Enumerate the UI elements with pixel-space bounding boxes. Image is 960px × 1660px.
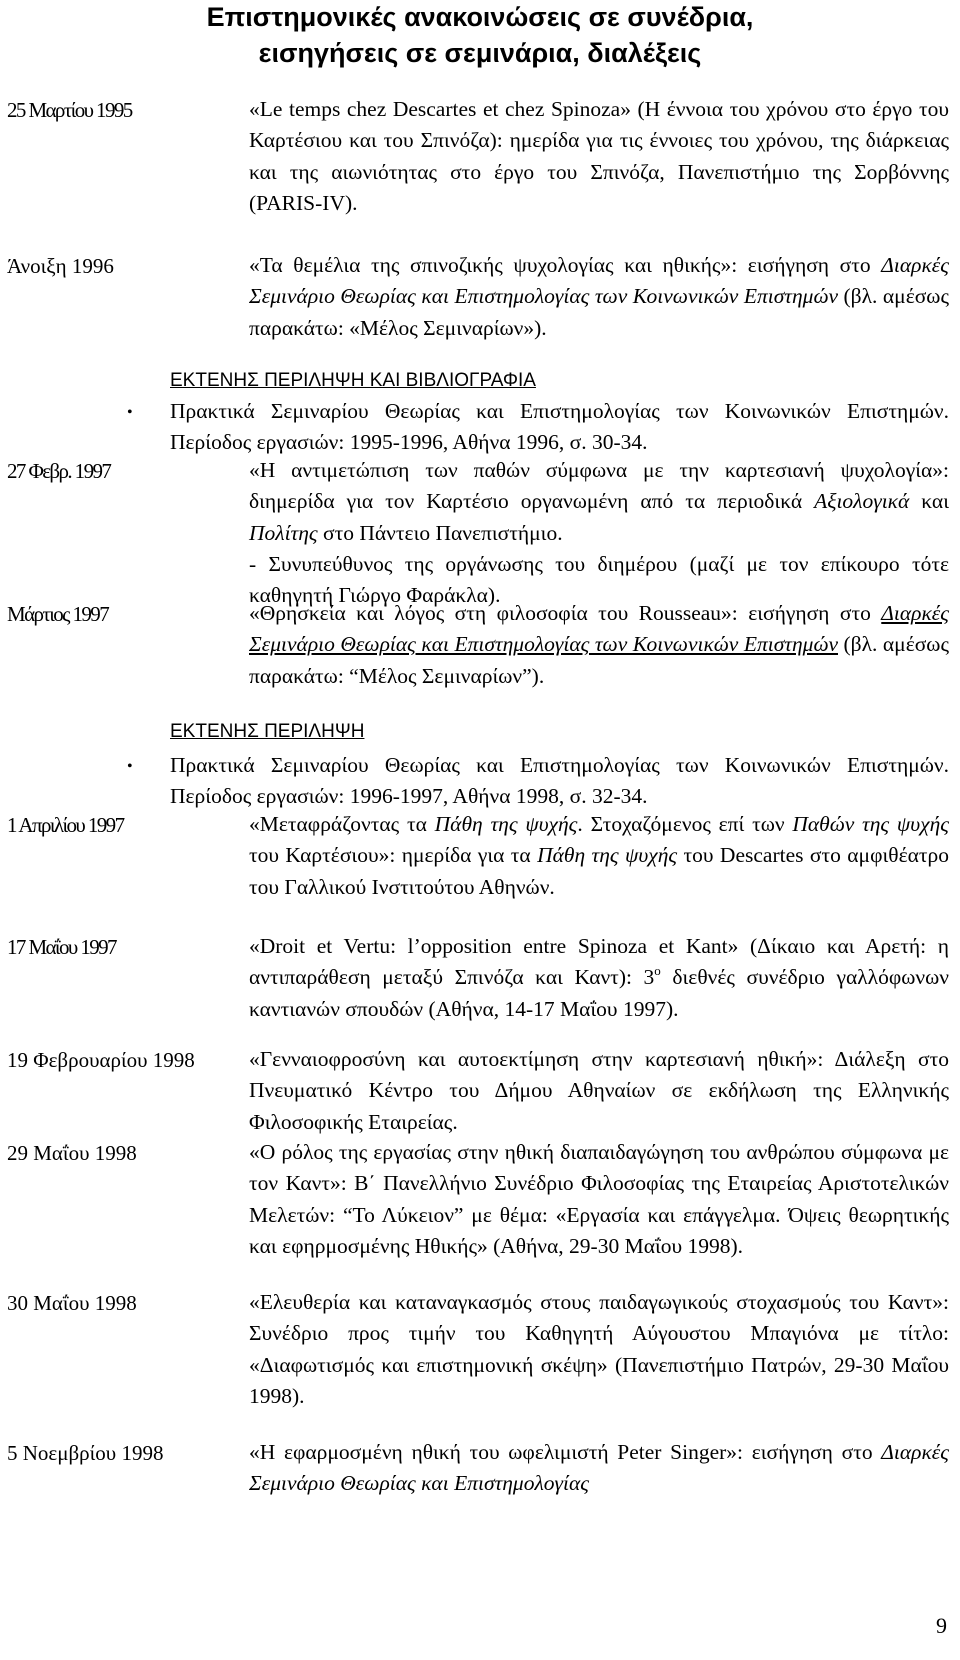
entry-date: 1 Απριλίου 1997	[7, 813, 124, 837]
entry-date: 17 Μαΐου 1997	[7, 935, 116, 959]
bullet-icon: •	[127, 404, 133, 421]
entry-text: «Ελευθερία και καταναγκασμός στους παιδαγωγικούς στοχασμούς του Καντ»: Συνέδριο προς τιμήν του Καθηγητή Αύγουστου Μπαγιόνα με τίτλο: «Διαφωτισμός και επιστημονική σκέψη» (Πανεπιστήμιο Πατρών, 29-30 Μαΐου 1998).	[249, 1290, 949, 1408]
entry-text: «Η αντιμετώπιση των παθών σύμφωνα με την καρτεσιανή ψυχολογία»: διημερίδα για τον Καρτέσιο οργανωμένη από τα περιοδικά Αξιολογικά και Πολίτης στο Πάντειο Πανεπιστήμιο. - Συνυπεύθυνος της οργάνωσης του διημέρου (μαζί με τον επίκουρο τότε καθηγητή Γιώργο Φαράκλα).	[249, 458, 949, 608]
entry-text: «Le temps chez Descartes et chez Spinoza» (Η έννοια του χρόνου στο έργο του Καρτέσιου και του Σπινόζα): ημερίδα για τις έννοιες του χρόνου, της διάρκειας και της αιωνιότητας στο έργο του Σπινόζα, Πανεπιστήμιο της Σορβόννης (PARIS-IV).	[249, 97, 949, 215]
entry-text: «Γενναιοφροσύνη και αυτοεκτίμηση στην καρτεσιανή ηθική»: Διάλεξη στο Πνευματικό Κέντρο του Δήμου Αθηναίων σε εκδήλωση της Ελληνικής Φιλοσοφικής Εταιρείας.	[249, 1047, 949, 1134]
entry-date: Άνοιξη 1996	[7, 254, 114, 278]
summary-heading: ΕΚΤΕΝΗΣ ΠΕΡΙΛΗΨΗ ΚΑΙ ΒΙΒΛΙΟΓΡΑΦΙΑ	[170, 370, 536, 391]
entry-text: «Θρησκεία και λόγος στη φιλοσοφία του Rousseau»: εισήγηση στο Διαρκές Σεμινάριο Θεωρίας και Επιστημολογίας των Κοινωνικών Επιστημών (βλ. αμέσως παρακάτω: “Μέλος Σεμιναρίων”).	[249, 601, 949, 688]
entry-date: 19 Φεβρουαρίου 1998	[7, 1048, 195, 1072]
entry-text: «Η εφαρμοσμένη ηθική του ωφελιμιστή Peter Singer»: εισήγηση στο Διαρκές Σεμινάριο Θεωρίας και Επιστημολογίας	[249, 1440, 949, 1496]
entry-text: «Μεταφράζοντας τα Πάθη της ψυχής. Στοχαζόμενος επί των Παθών της ψυχής του Καρτέσιου»: ημερίδα για τα Πάθη της ψυχής του Descartes στο αμφιθέατρο του Γαλλικού Ινστιτούτου Αθηνών.	[249, 812, 949, 899]
entry-text: «Ο ρόλος της εργασίας στην ηθική διαπαιδαγώγηση του ανθρώπου σύμφωνα με τον Καντ»: Β΄ Πανελλήνιο Συνέδριο Φιλοσοφίας της Εταιρείας Αριστοτελικών Μελετών: “Το Λύκειον” με θέμα: «Εργασία και επάγγελμα. Όψεις θεωρητικής και εφηρμοσμένης Ηθικής» (Αθήνα, 29-30 Μαΐου 1998).	[249, 1140, 949, 1258]
entry-date: 5 Νοεμβρίου 1998	[7, 1441, 164, 1465]
entry-date: Μάρτιος 1997	[7, 602, 109, 626]
entry-text: «Droit et Vertu: l’opposition entre Spinoza et Kant» (Δίκαιο και Αρετή: η αντιπαράθεση μεταξύ Σπινόζα και Καντ): $3^o$ διεθνές συνέδριο γαλλόφωνων καντιανών σπουδών (Αθήνα, 14-17 Μαΐου 1997).	[249, 934, 949, 1021]
page-number: 9	[936, 1613, 947, 1638]
entry-date: 27 Φεβρ. 1997	[7, 459, 111, 483]
proceedings-reference: Πρακτικά Σεμιναρίου Θεωρίας και Επιστημολογίας των Κοινωνικών Επιστημών. Περίοδος εργασιών: 1995-1996, Αθήνα 1996, σ. 30-34.	[170, 399, 949, 455]
entry-date: 30 Μαΐου 1998	[7, 1291, 137, 1315]
proceedings-reference: Πρακτικά Σεμιναρίου Θεωρίας και Επιστημολογίας των Κοινωνικών Επιστημών. Περίοδος εργασιών: 1996-1997, Αθήνα 1998, σ. 32-34.	[170, 753, 949, 809]
entry-text: «Τα θεμέλια της σπινοζικής ψυχολογίας και ηθικής»: εισήγηση στο Διαρκές Σεμινάριο Θεωρίας και Επιστημολογίας των Κοινωνικών Επιστημών (βλ. αμέσως παρακάτω: «Μέλος Σεμιναρίων»).	[249, 253, 949, 340]
page-title-line-2: εισηγήσεις σε σεμινάρια, διαλέξεις	[258, 38, 702, 68]
bullet-icon: •	[127, 758, 133, 775]
entry-date: 25 Μαρτίου 1995	[7, 98, 132, 122]
page-title-line-1: Επιστημονικές ανακοινώσεις σε συνέδρια,	[206, 2, 754, 32]
entry-date: 29 Μαΐου 1998	[7, 1141, 137, 1165]
summary-heading: ΕΚΤΕΝΗΣ ΠΕΡΙΛΗΨΗ	[170, 721, 365, 742]
